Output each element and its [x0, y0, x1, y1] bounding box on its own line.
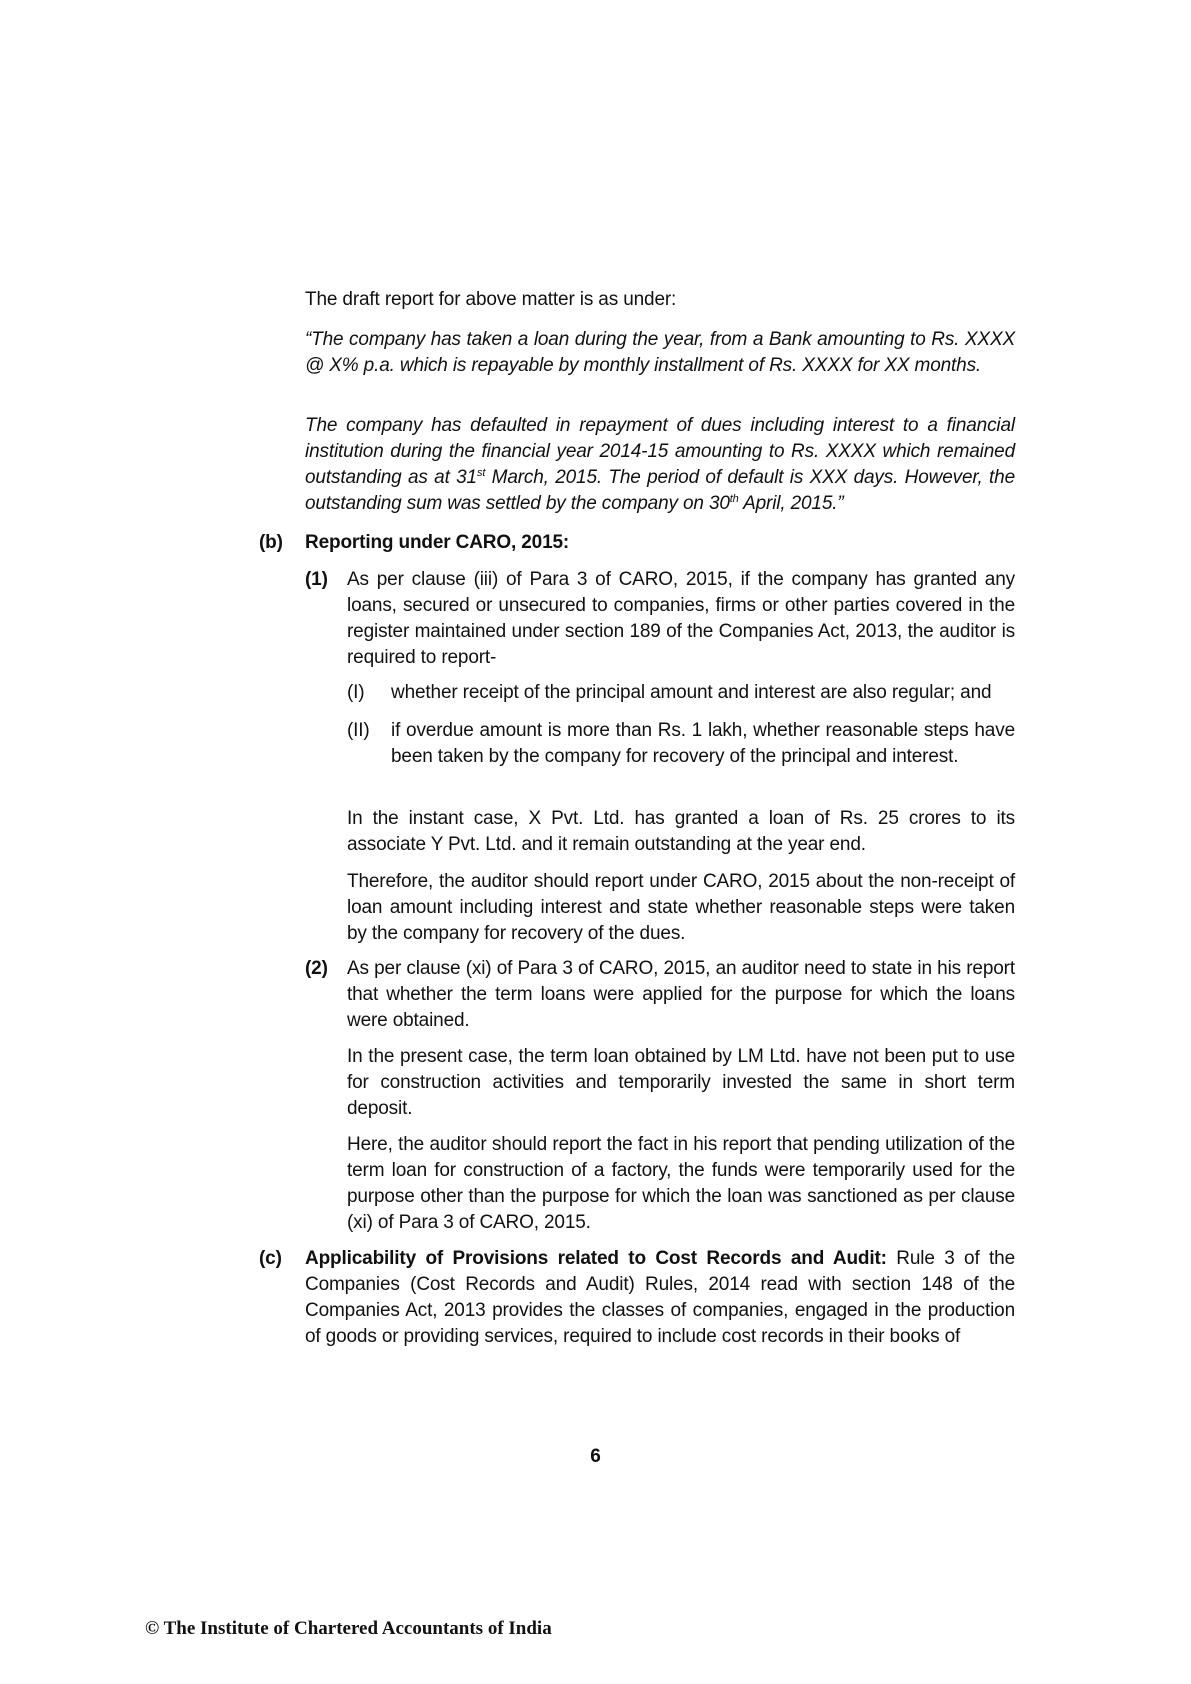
- section-b-heading: Reporting under CARO, 2015:: [305, 532, 570, 553]
- subitem-II-text: if overdue amount is more than Rs. 1 lakh, whether reasonable steps have been taken by the company for recovery of the principal and interest.: [391, 720, 1015, 767]
- item-1-label: (1): [305, 569, 328, 590]
- item-1-text: As per clause (iii) of Para 3 of CARO, 2015, if the company has granted any loans, secured or unsecured to companies, firms or other parties covered in the register maintained under section 189 of the Companies Act, 2013, the auditor is required to report-: [347, 569, 1015, 668]
- section-c-heading: Applicability of Provisions related to Cost Records and Audit:: [305, 1248, 887, 1269]
- item-2-paragraph-present-case: In the present case, the term loan obtained by LM Ltd. have not been put to use for construction activities and temporarily invested the same in short term deposit.: [347, 1046, 1015, 1119]
- quote-text-part: March, 2015. The period of default is XXX days. However, the outstanding sum was settled by the company on 30: [305, 467, 1015, 514]
- subitem-II-label: (II): [347, 720, 370, 741]
- superscript-th: th: [729, 493, 739, 505]
- subitem-I-text: whether receipt of the principal amount and interest are also regular; and: [391, 682, 992, 703]
- page-number: 6: [590, 1446, 601, 1467]
- section-c-label: (c): [259, 1248, 282, 1269]
- footer-copyright: © The Institute of Chartered Accountants of India: [145, 1618, 552, 1639]
- item-2-text: As per clause (xi) of Para 3 of CARO, 2015, an auditor need to state in his report that whether the term loans were applied for the purpose for which the loans were obtained.: [347, 958, 1015, 1031]
- section-b-label: (b): [259, 532, 283, 553]
- superscript-st: st: [476, 467, 486, 479]
- item-2-label: (2): [305, 958, 328, 979]
- subitem-I-label: (I): [347, 682, 365, 703]
- quote-text-part: April, 2015.”: [738, 493, 844, 514]
- quoted-report-paragraph-2: [305, 413, 1015, 517]
- section-c-paragraph: [305, 1246, 1015, 1350]
- intro-paragraph: The draft report for above matter is as under:: [305, 289, 677, 310]
- quote-text-part: The company has defaulted in repayment of dues including interest to a financial institution during the financial year 2014-15 amounting to Rs. XXXX which remained outstanding as at 31: [305, 415, 1015, 488]
- quoted-report-paragraph-1: “The company has taken a loan during the year, from a Bank amounting to Rs. XXXX @ X% p.a. which is repayable by monthly installment of Rs. XXXX for XX months.: [305, 329, 1015, 376]
- item-1-paragraph-therefore: Therefore, the auditor should report under CARO, 2015 about the non-receipt of loan amount including interest and state whether reasonable steps were taken by the company for recovery of the dues.: [347, 871, 1015, 944]
- section-c-text: Rule 3 of the Companies (Cost Records and Audit) Rules, 2014 read with section 148 of the Companies Act, 2013 provides the classes of companies, engaged in the production of goods or providing services, required to include cost records in their books of: [305, 1248, 1016, 1347]
- item-1-paragraph-instant-case: In the instant case, X Pvt. Ltd. has granted a loan of Rs. 25 crores to its associate Y Pvt. Ltd. and it remain outstanding at the year end.: [347, 808, 1015, 855]
- item-2-paragraph-here: Here, the auditor should report the fact in his report that pending utilization of the term loan for construction of a factory, the funds were temporarily used for the purpose other than the purpose for which the loan was sanctioned as per clause (xi) of Para 3 of CARO, 2015.: [347, 1134, 1015, 1233]
